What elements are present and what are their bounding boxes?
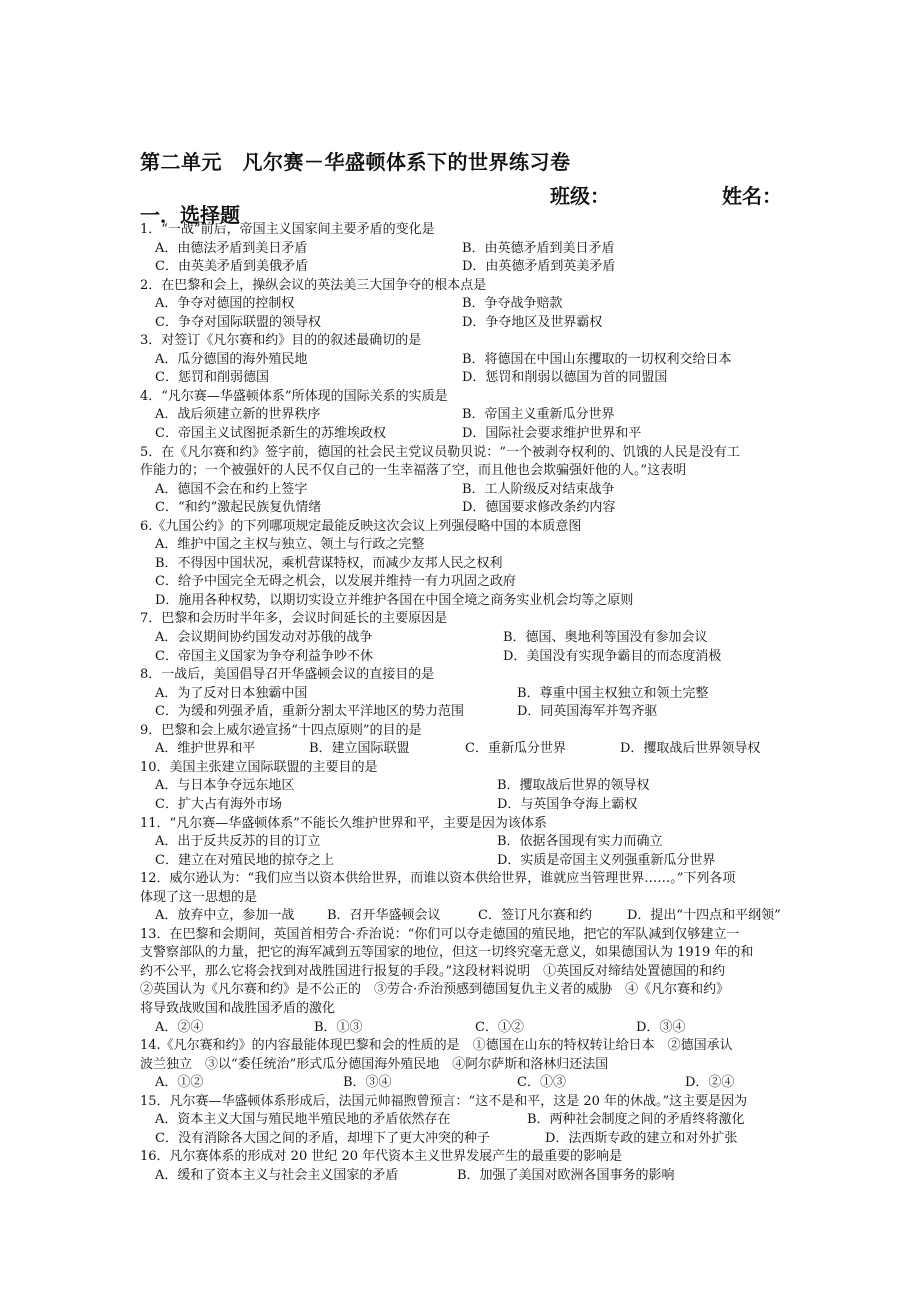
option-C: C．没有消除各大国之间的矛盾，却埋下了更大冲突的种子 <box>155 1130 490 1146</box>
question-stem: 2．在巴黎和会上，操纵会议的英法美三大国争夺的根本点是 <box>140 277 487 293</box>
option-C: C．给予中国完全无碍之机会，以发展并维持一有力巩固之政府 <box>155 574 516 590</box>
option-row <box>140 685 790 704</box>
question-10 <box>140 759 790 815</box>
option-row <box>140 295 790 314</box>
question-stem: 10．美国主张建立国际联盟的主要目的是 <box>140 759 378 775</box>
question-stem: 1．“一战”前后，帝国主义国家间主要矛盾的变化是 <box>140 222 435 237</box>
question-12 <box>140 870 790 926</box>
option-A: A．为了反对日本独霸中国 <box>155 685 308 701</box>
option-row <box>140 852 790 871</box>
option-C: C．帝国主义国家为争夺利益争吵不休 <box>155 648 373 664</box>
question-stem: 6.《九国公约》的下列哪项规定最能反映这次会议上列强侵略中国的本质意图 <box>140 518 582 534</box>
option-A: A．②④ <box>155 1019 204 1035</box>
question-stem: 约不公平，那么它将会找到对战胜国进行报复的手段。”这段材料说明 ①英国反对缔结处置德国的和约 <box>140 963 726 979</box>
option-A: A．①② <box>155 1075 204 1091</box>
option-C: C．帝国主义试图扼杀新生的苏维埃政权 <box>155 426 386 442</box>
question-stem: 3．对签订《凡尔赛和约》目的的叙述最确切的是 <box>140 333 422 349</box>
option-A: A．资本主义大国与殖民地半殖民地的矛盾依然存在 <box>155 1112 451 1128</box>
option-C: C．“和约”激起民族复仇情绪 <box>155 500 322 516</box>
option-D: D．国际社会要求维护世界和平 <box>462 426 642 442</box>
question-stem: 5．在《凡尔赛和约》签字前，德国的社会民主党议员勒贝说：“一个被剥夺权利的、饥饿的人民是没有工 <box>140 444 740 460</box>
option-C: C．建立在对殖民地的掠夺之上 <box>155 852 334 868</box>
option-row <box>140 240 790 259</box>
option-row <box>140 592 790 611</box>
question-7 <box>140 610 790 666</box>
option-B: B．不得因中国状况，乘机营谋特权，而减少友邦人民之权利 <box>155 555 503 571</box>
option-row <box>140 351 790 370</box>
option-row <box>140 573 790 592</box>
option-row <box>140 555 790 574</box>
option-A: A．瓜分德国的海外殖民地 <box>155 351 308 367</box>
question-stem: 11．“凡尔赛—华盛顿体系”不能长久维护世界和平，主要是因为该体系 <box>140 815 547 831</box>
option-D: D．由英德矛盾到英美矛盾 <box>462 259 616 275</box>
option-row <box>140 425 790 444</box>
question-stem: 将导致战败国和战胜国矛盾的激化 <box>140 1000 336 1016</box>
question-15 <box>140 1093 790 1149</box>
option-C: C．扩大占有海外市场 <box>155 796 282 812</box>
option-B: B．由英德矛盾到美日矛盾 <box>462 240 615 256</box>
option-row <box>140 1167 790 1186</box>
question-5 <box>140 444 790 518</box>
question-stem: 支警察部队的力量，把它的海军减到五等国家的地位，但这一切终究毫无意义，如果德国认为 1919 年的和 <box>140 945 754 961</box>
question-list <box>140 221 790 1185</box>
option-A: A．会议期间协约国发动对苏俄的战争 <box>155 630 373 646</box>
option-B: B．两种社会制度之间的矛盾终将激化 <box>527 1112 745 1128</box>
option-A: A．缓和了资本主义与社会主义国家的矛盾 <box>155 1167 399 1183</box>
class-label: 班级： <box>550 184 610 208</box>
question-stem: 作能力的；一个被强奸的人民不仅自己的一生幸福落了空，而且他也会欺骗强奸他的人。”这表明 <box>140 463 687 479</box>
option-A: A．战后须建立新的世界秩序 <box>155 407 321 423</box>
question-stem: 8．一战后，美国倡导召开华盛顿会议的直接目的是 <box>140 667 435 683</box>
option-C: C．①② <box>475 1019 524 1035</box>
option-B: B．攫取战后世界的领导权 <box>497 778 650 794</box>
option-B: B．帝国主义重新瓜分世界 <box>462 407 615 423</box>
option-D: D．美国没有实现争霸目的而态度消极 <box>503 648 722 664</box>
option-row <box>140 258 790 277</box>
option-D: D．德国要求修改条约内容 <box>462 500 616 516</box>
section-heading: 一．选择题 <box>140 203 240 227</box>
option-row <box>140 314 790 333</box>
question-9 <box>140 722 790 759</box>
option-B: B．建立国际联盟 <box>309 741 410 757</box>
question-stem: 4．“凡尔赛—华盛顿体系”所体现的国际关系的实质是 <box>140 388 448 404</box>
option-A: A．德国不会在和约上签字 <box>155 481 308 497</box>
option-row <box>140 648 790 667</box>
option-D: D．争夺地区及世界霸权 <box>462 314 603 330</box>
option-row <box>140 833 790 852</box>
option-C: C．①③ <box>517 1075 566 1091</box>
option-row <box>140 499 790 518</box>
option-row <box>140 406 790 425</box>
option-D: D．惩罚和削弱以德国为首的同盟国 <box>462 370 668 386</box>
question-8 <box>140 666 790 722</box>
option-A: A．出于反共反苏的目的订立 <box>155 834 321 850</box>
option-B: B．将德国在中国山东攫取的一切权利交给日本 <box>462 351 732 367</box>
option-C: C．争夺对国际联盟的领导权 <box>155 314 321 330</box>
option-A: A．维护中国之主权与独立、领土与行政之完整 <box>155 537 425 553</box>
option-B: B．③④ <box>343 1075 392 1091</box>
option-row <box>140 777 790 796</box>
option-C: C．签订凡尔赛和约 <box>478 908 592 924</box>
question-stem: 16．凡尔赛体系的形成对 20 世纪 20 年代资本主义世界发展产生的最重要的影响是 <box>140 1149 623 1165</box>
option-B: B．尊重中国主权独立和领土完整 <box>517 685 709 701</box>
option-row <box>140 1130 790 1149</box>
option-row <box>140 796 790 815</box>
question-3 <box>140 332 790 388</box>
option-A: A．争夺对德国的控制权 <box>155 296 295 312</box>
question-4 <box>140 388 790 444</box>
question-stem: 体现了这一思想的是 <box>140 889 258 905</box>
question-stem: 12．威尔逊认为：“我们应当以资本供给世界，而谁以资本供给世界，谁就应当管理世界……。”下列各项 <box>140 871 736 887</box>
option-row <box>140 703 790 722</box>
question-stem: 9．巴黎和会上威尔逊宣扬“十四点原则”的目的是 <box>140 722 422 738</box>
question-stem: ②英国认为《凡尔赛和约》是不公正的 ③劳合·乔治预感到德国复仇主义者的威胁 ④《凡尔赛和约》 <box>140 982 730 998</box>
option-D: D．攫取战后世界领导权 <box>620 741 761 757</box>
option-row <box>140 740 790 759</box>
option-A: A．与日本争夺远东地区 <box>155 778 295 794</box>
option-D: D．法西斯专政的建立和对外扩张 <box>545 1130 738 1146</box>
option-B: B．工人阶级反对结束战争 <box>462 481 615 497</box>
option-D: D．与英国争夺海上霸权 <box>497 796 638 812</box>
name-label: 姓名： <box>722 184 782 208</box>
question-14 <box>140 1037 790 1093</box>
option-D: D．施用各种权势，以期切实设立并维护各国在中国全境之商务实业机会均等之原则 <box>155 592 634 608</box>
question-stem: 7．巴黎和会历时半年多，会议时间延长的主要原因是 <box>140 611 448 627</box>
option-A: A．由德法矛盾到美日矛盾 <box>155 240 308 256</box>
option-D: D．提出“十四点和平纲领” <box>627 908 781 924</box>
option-row <box>140 1074 790 1093</box>
question-2 <box>140 277 790 333</box>
option-A: A．放弃中立，参加一战 <box>155 908 295 924</box>
option-B: B．加强了美国对欧洲各国事务的影响 <box>457 1167 675 1183</box>
option-B: B．依据各国现有实力而确立 <box>497 834 663 850</box>
option-D: D．同英国海军并驾齐驱 <box>517 704 658 720</box>
option-row <box>140 481 790 500</box>
option-D: D．③④ <box>636 1019 686 1035</box>
option-row <box>140 536 790 555</box>
question-stem: 15．凡尔赛—华盛顿体系形成后，法国元帅福煦曾预言：“这不是和平，这是 20 年的休战。”这主要是因为 <box>140 1093 748 1109</box>
option-row <box>140 1111 790 1130</box>
option-B: B．德国、奥地利等国没有参加会议 <box>503 630 708 646</box>
question-stem: 14.《凡尔赛和约》的内容最能体现巴黎和会的性质的是 ①德国在山东的特权转让给日本 ②德国承认 <box>140 1038 733 1054</box>
question-stem: 波兰独立 ③以“委任统治”形式瓜分德国海外殖民地 ④阿尔萨斯和洛林归还法国 <box>140 1056 609 1072</box>
question-stem: 13．在巴黎和会期间，英国首相劳合·乔治说：“你们可以夺走德国的殖民地，把它的军队减到仅够建立一 <box>140 926 740 942</box>
option-B: B．召开华盛顿会议 <box>327 908 441 924</box>
option-row <box>140 629 790 648</box>
option-row <box>140 369 790 388</box>
option-C: C．重新瓜分世界 <box>465 741 566 757</box>
option-D: D．实质是帝国主义列强重新瓜分世界 <box>497 852 716 868</box>
question-11 <box>140 815 790 871</box>
option-C: C．由英美矛盾到美俄矛盾 <box>155 259 308 275</box>
option-A: A．维护世界和平 <box>155 741 256 757</box>
page-title: 第二单元 凡尔赛－华盛顿体系下的世界练习卷 <box>140 150 571 174</box>
question-6 <box>140 518 790 611</box>
option-C: C．为缓和列强矛盾，重新分割太平洋地区的势力范围 <box>155 704 464 720</box>
option-C: C．惩罚和削弱德国 <box>155 370 269 386</box>
question-13 <box>140 926 790 1037</box>
option-B: B．①③ <box>314 1019 363 1035</box>
option-row <box>140 1019 790 1038</box>
question-16 <box>140 1148 790 1185</box>
option-D: D．②④ <box>685 1075 735 1091</box>
question-1 <box>140 221 790 277</box>
option-B: B．争夺战争赔款 <box>462 296 563 312</box>
option-row <box>140 907 790 926</box>
